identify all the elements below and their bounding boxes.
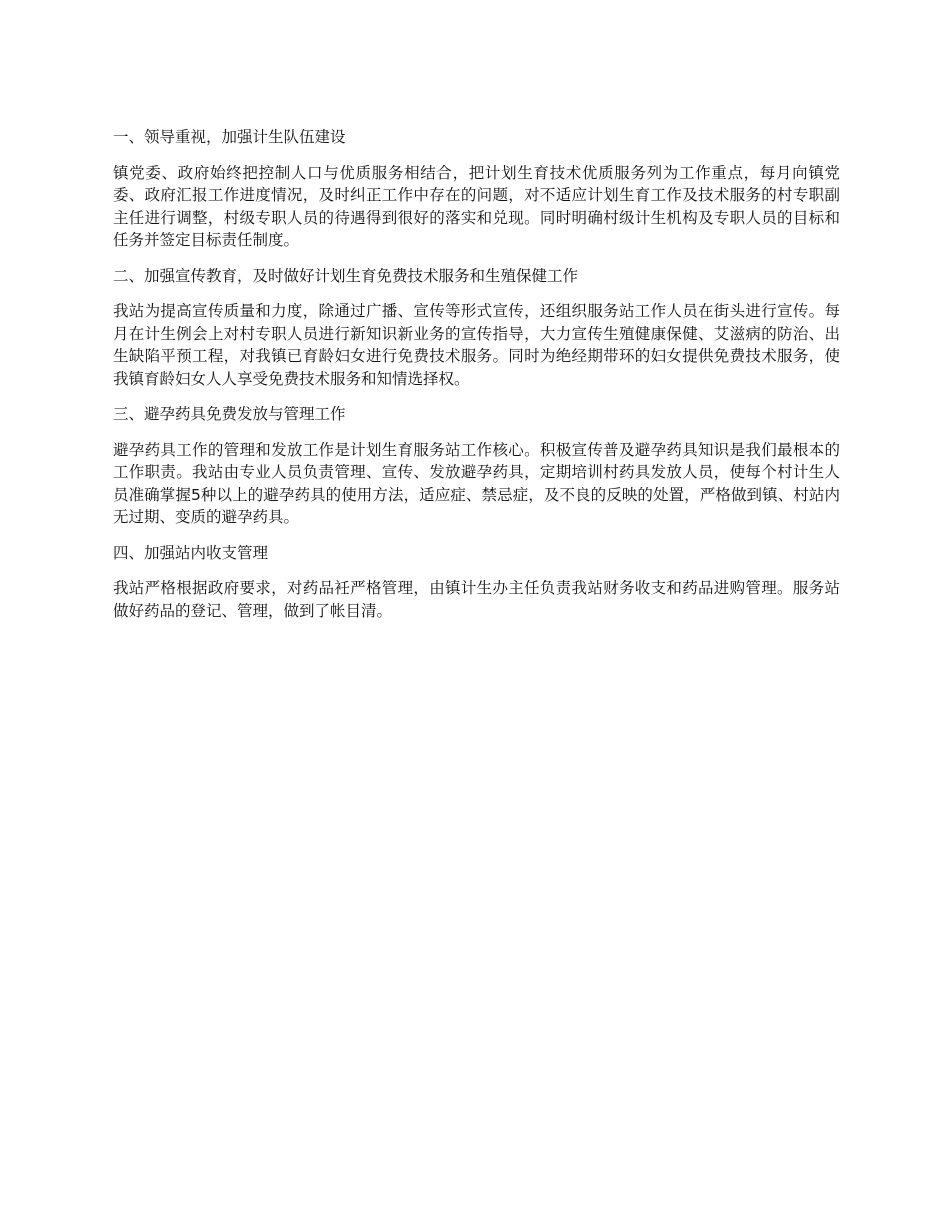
section-3-body: 避孕药具工作的管理和发放工作是计划生育服务站工作核心。积极宣传普及避孕药具知识是我们最根本的工作职责。我站由专业人员负责管理、宣传、发放避孕药具，定期培训村药具发放人员，使每个村计生人员准确掌握5种以上的避孕药具的使用方法，适应症、禁忌症，及不良的反映的处置，严格做到镇、村站内无过期、变质的避孕药具。 (113, 440, 840, 526)
document-content (113, 126, 840, 635)
section-2-heading: 二、加强宣传教育，及时做好计划生育免费技术服务和生殖保健工作 (113, 266, 579, 285)
section-4-body: 我站严格根据政府要求，对药品衽严格管理，由镇计生办主任负责我站财务收支和药品进购管理。服务站做好药品的登记、管理，做到了帐目清。 (113, 579, 840, 620)
section-3-heading: 三、避孕药具免费发放与管理工作 (113, 405, 346, 423)
section-1-heading: 一、领导重视，加强计生队伍建设 (113, 128, 346, 146)
section-1-body: 镇党委、政府始终把控制人口与优质服务相结合，把计划生育技术优质服务列为工作重点，每月向镇党委、政府汇报工作进度情况，及时纠正工作中存在的问题，对不适应计划生育工作及技术服务的村专职副主任进行调整，村级专职人员的待遇得到很好的落实和兑现。同时明确村级计生机构及专职人员的目标和任务并签定目标责任制度。 (113, 163, 840, 249)
section-2-body: 我站为提高宣传质量和力度，除通过广播、宣传等形式宣传，还组织服务站工作人员在街头进行宣传。每月在计生例会上对村专职人员进行新知识新业务的宣传指导，大力宣传生殖健康保健、艾滋病的防治、出生缺陷平预工程，对我镇已育龄妇女进行免费技术服务。同时为绝经期带环的妇女提供免费技术服务，使我镇育龄妇女人人享受免费技术服务和知情选择权。 (113, 302, 840, 388)
section-4-heading: 四、加强站内收支管理 (113, 543, 269, 562)
